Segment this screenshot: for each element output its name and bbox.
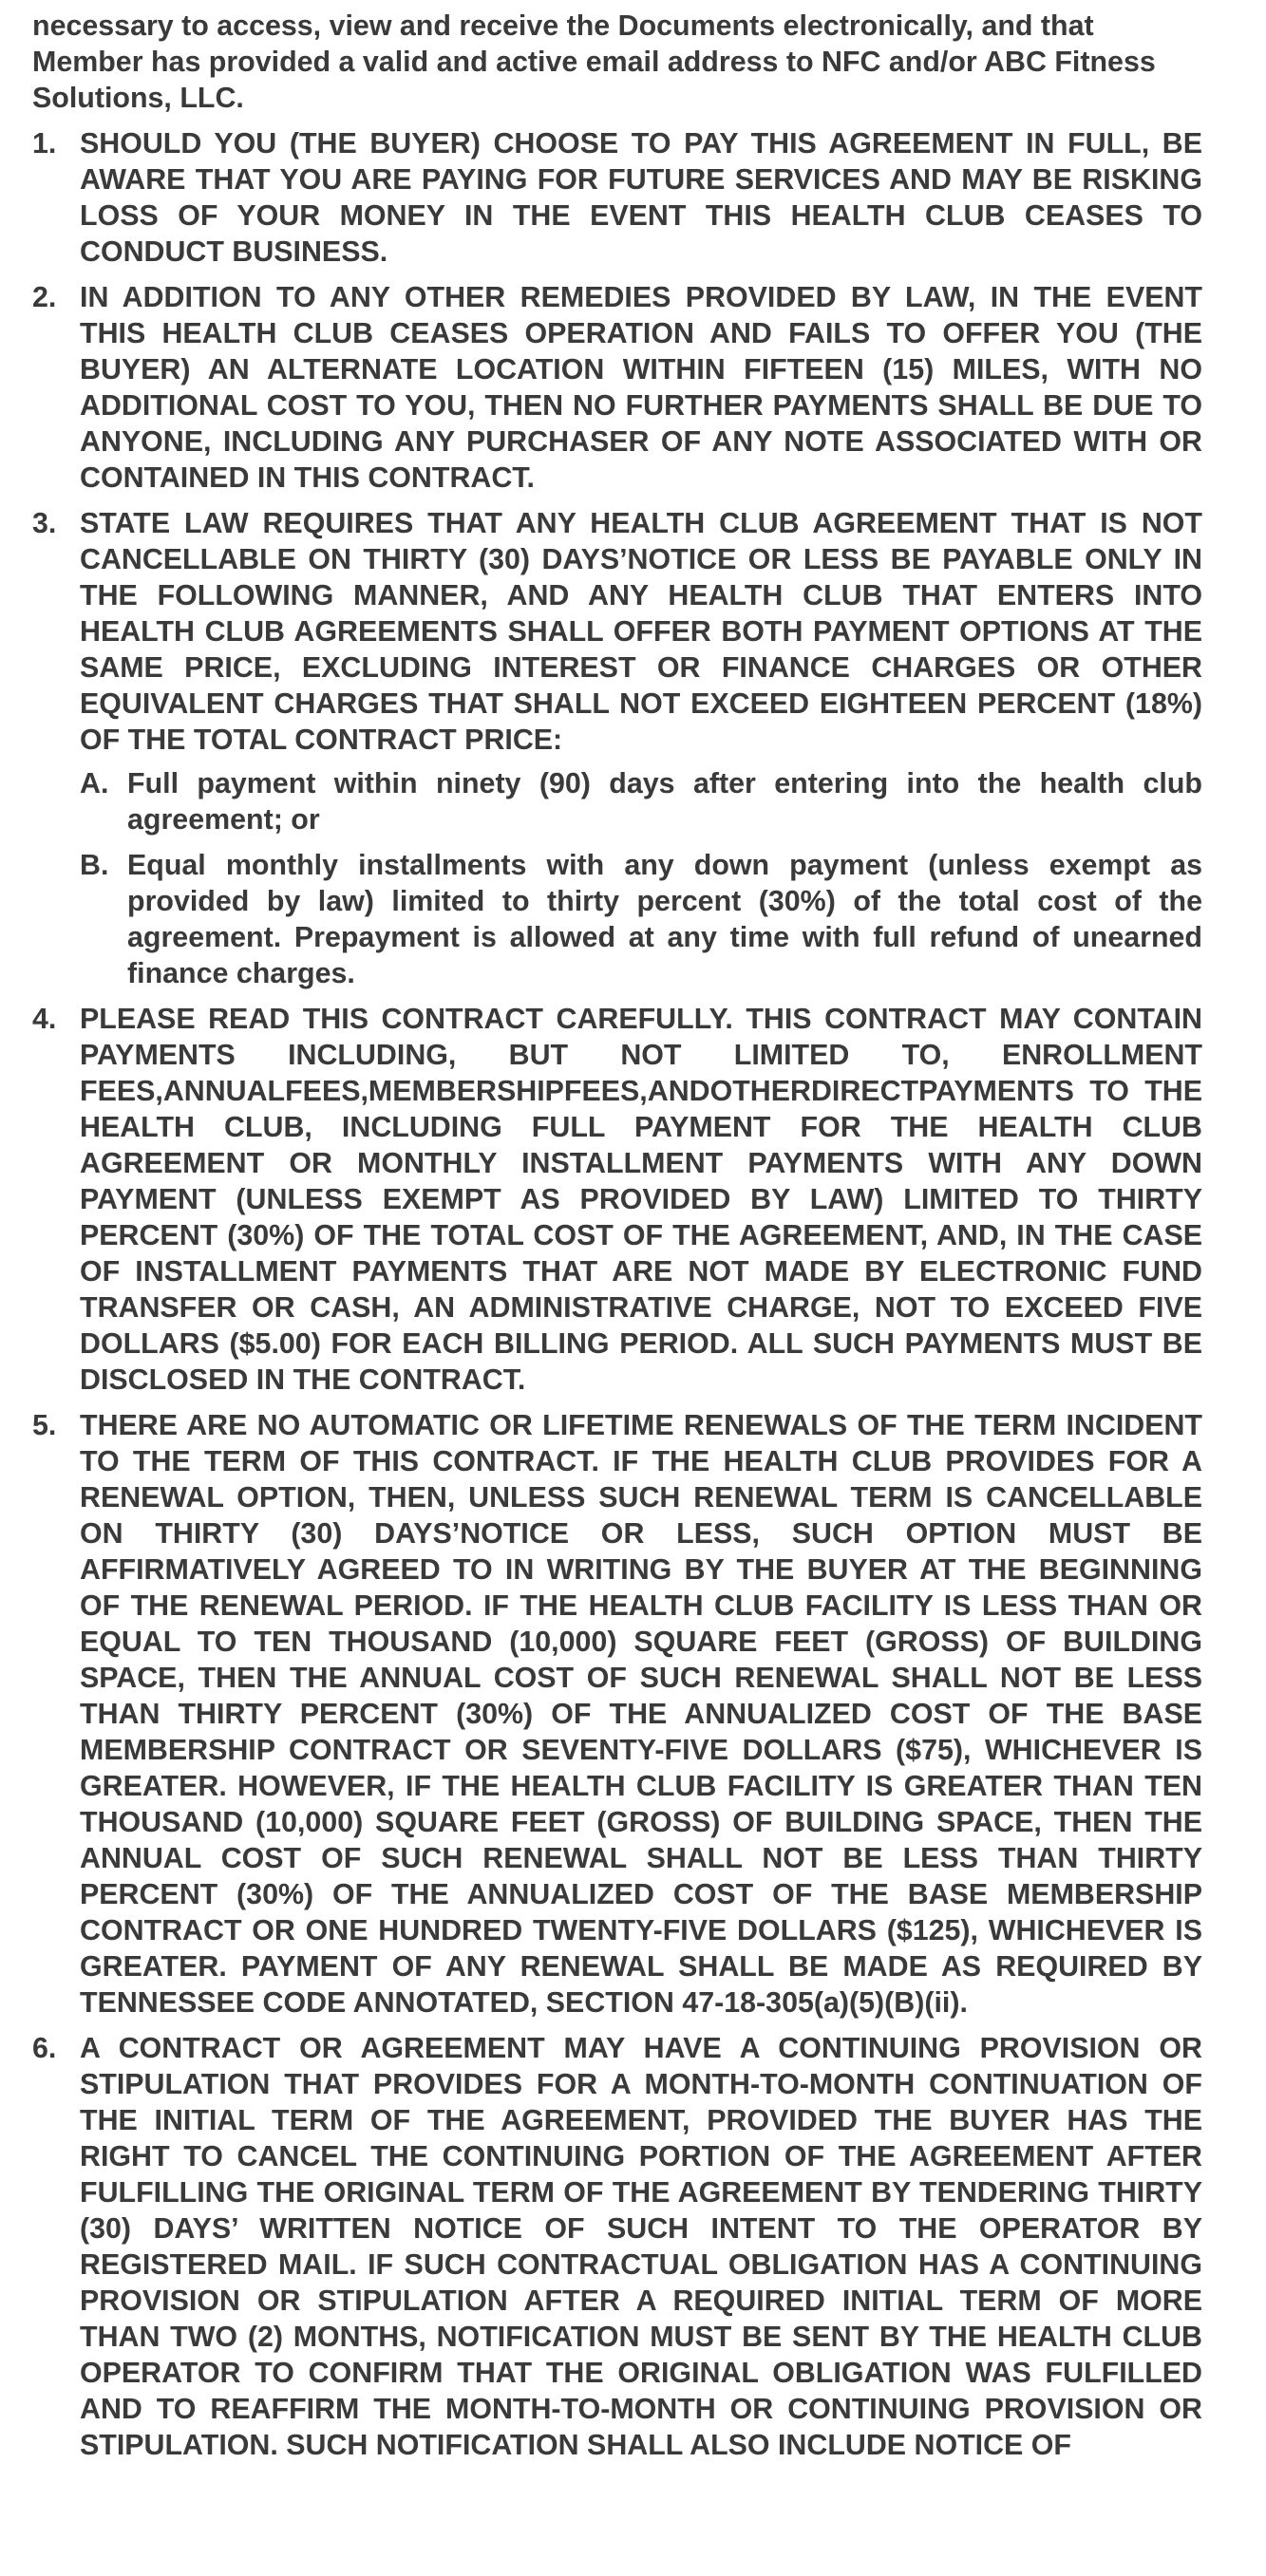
sub-item-letter: B. — [80, 849, 109, 881]
list-item — [32, 2030, 1202, 2463]
item-number: 3. — [32, 507, 57, 539]
item-number: 5. — [32, 1409, 57, 1441]
item-number: 6. — [32, 2032, 57, 2064]
item-text: A CONTRACT OR AGREEMENT MAY HAVE A CONTINUING PROVISION OR STIPULATION THAT PROVIDES FOR A MONTH-TO-MONTH CONTINUATION OF THE INITIAL TERM OF THE AGREEMENT, PROVIDED THE BUYER HAS THE RIGHT TO CANCEL THE CONTINUING PORTION OF THE AGREEMENT AFTER FULFILLING THE ORIGINAL TERM OF THE AGREEMENT BY TENDERING THIRTY (30) DAYS’ WRITTEN NOTICE OF SUCH INTENT TO THE OPERATOR BY REGISTERED MAIL. IF SUCH CONTRACTUAL OBLIGATION HAS A CONTINUING PROVISION OR STIPULATION AFTER A REQUIRED INITIAL TERM OF MORE THAN TWO (2) MONTHS, NOTIFICATION MUST BE SENT BY THE HEALTH CLUB OPERATOR TO CONFIRM THAT THE ORIGINAL OBLIGATION WAS FULFILLED AND TO REAFFIRM THE MONTH-TO-MONTH OR CONTINUING PROVISION OR STIPULATION. SUCH NOTIFICATION SHALL ALSO INCLUDE NOTICE OF — [80, 2032, 1202, 2461]
sub-item-text: Equal monthly installments with any down payment (unless exempt as provided by law) limited to thirty percent (30%) of the total cost of the agreement. Prepayment is allowed at any time with full refund of unearned finance charges. — [127, 849, 1202, 989]
item-text: THERE ARE NO AUTOMATIC OR LIFETIME RENEWALS OF THE TERM INCIDENT TO THE TERM OF THIS CONTRACT. IF THE HEALTH CLUB PROVIDES FOR A RENEWAL OPTION, THEN, UNLESS SUCH RENEWAL TERM IS CANCELLABLE ON THIRTY (30) DAYS’NOTICE OR LESS, SUCH OPTION MUST BE AFFIRMATIVELY AGREED TO IN WRITING BY THE BUYER AT THE BEGINNING OF THE RENEWAL PERIOD. IF THE HEALTH CLUB FACILITY IS LESS THAN OR EQUAL TO TEN THOUSAND (10,000) SQUARE FEET (GROSS) OF BUILDING SPACE, THEN THE ANNUAL COST OF SUCH RENEWAL SHALL NOT BE LESS THAN THIRTY PERCENT (30%) OF THE ANNUALIZED COST OF THE BASE MEMBERSHIP CONTRACT OR SEVENTY-FIVE DOLLARS ($75), WHICHEVER IS GREATER. HOWEVER, IF THE HEALTH CLUB FACILITY IS GREATER THAN TEN THOUSAND (10,000) SQUARE FEET (GROSS) OF BUILDING SPACE, THEN THE ANNUAL COST OF SUCH RENEWAL SHALL NOT BE LESS THAN THIRTY PERCENT (30%) OF THE ANNUALIZED COST OF THE BASE MEMBERSHIP CONTRACT OR ONE HUNDRED TWENTY-FIVE DOLLARS ($125), WHICHEVER IS GREATER. PAYMENT OF ANY RENEWAL SHALL BE MADE AS REQUIRED BY TENNESSEE CODE ANNOTATED, SECTION 47-18-305(a)(5)(B)(ii). — [80, 1409, 1202, 2019]
item-text: SHOULD YOU (THE BUYER) CHOOSE TO PAY THIS AGREEMENT IN FULL, BE AWARE THAT YOU ARE PAYING FOR FUTURE SERVICES AND MAY BE RISKING LOSS OF YOUR MONEY IN THE EVENT THIS HEALTH CLUB CEASES TO CONDUCT BUSINESS. — [80, 127, 1202, 268]
intro-paragraph: necessary to access, view and receive the Documents electronically, and that Member has provided a valid and active email address to NFC and/or ABC Fitness Solutions, LLC. — [32, 9, 1156, 114]
item-number: 2. — [32, 281, 57, 313]
disclosure-list — [32, 125, 1202, 2463]
list-item — [32, 279, 1202, 496]
list-item — [32, 1407, 1202, 2021]
sub-list-item — [80, 765, 1202, 837]
item-text: PLEASE READ THIS CONTRACT CAREFULLY. THIS CONTRACT MAY CONTAIN PAYMENTS INCLUDING, BUT NOT LIMITED TO, ENROLLMENT FEES,ANNUALFEES,MEMBERSHIPFEES,ANDOTHERDIRECTPAYMENTS TO THE HEALTH CLUB, INCLUDING FULL PAYMENT FOR THE HEALTH CLUB AGREEMENT OR MONTHLY INSTALLMENT PAYMENTS WITH ANY DOWN PAYMENT (UNLESS EXEMPT AS PROVIDED BY LAW) LIMITED TO THIRTY PERCENT (30%) OF THE TOTAL COST OF THE AGREEMENT, AND, IN THE CASE OF INSTALLMENT PAYMENTS THAT ARE NOT MADE BY ELECTRONIC FUND TRANSFER OR CASH, AN ADMINISTRATIVE CHARGE, NOT TO EXCEED FIVE DOLLARS ($5.00) FOR EACH BILLING PERIOD. ALL SUCH PAYMENTS MUST BE DISCLOSED IN THE CONTRACT. — [80, 1003, 1202, 1396]
document-page — [32, 8, 1202, 2473]
sub-item-text: Full payment within ninety (90) days after entering into the health club agreement; or — [127, 767, 1202, 836]
list-item — [32, 1001, 1202, 1398]
item-text: IN ADDITION TO ANY OTHER REMEDIES PROVIDED BY LAW, IN THE EVENT THIS HEALTH CLUB CEASES OPERATION AND FAILS TO OFFER YOU (THE BUYER) AN ALTERNATE LOCATION WITHIN FIFTEEN (15) MILES, WITH NO ADDITIONAL COST TO YOU, THEN NO FURTHER PAYMENTS SHALL BE DUE TO ANYONE, INCLUDING ANY PURCHASER OF ANY NOTE ASSOCIATED WITH OR CONTAINED IN THIS CONTRACT. — [80, 281, 1202, 494]
sub-list-item — [80, 847, 1202, 991]
sub-item-letter: A. — [80, 767, 109, 799]
payment-options-list — [80, 765, 1202, 991]
list-item — [32, 125, 1202, 270]
item-text: STATE LAW REQUIRES THAT ANY HEALTH CLUB AGREEMENT THAT IS NOT CANCELLABLE ON THIRTY (30) DAYS’NOTICE OR LESS BE PAYABLE ONLY IN THE FOLLOWING MANNER, AND ANY HEALTH CLUB THAT ENTERS INTO HEALTH CLUB AGREEMENTS SHALL OFFER BOTH PAYMENT OPTIONS AT THE SAME PRICE, EXCLUDING INTEREST OR FINANCE CHARGES OR OTHER EQUIVALENT CHARGES THAT SHALL NOT EXCEED EIGHTEEN PERCENT (18%) OF THE TOTAL CONTRACT PRICE: — [80, 507, 1202, 756]
list-item — [32, 505, 1202, 991]
item-number: 4. — [32, 1003, 57, 1035]
item-number: 1. — [32, 127, 57, 160]
